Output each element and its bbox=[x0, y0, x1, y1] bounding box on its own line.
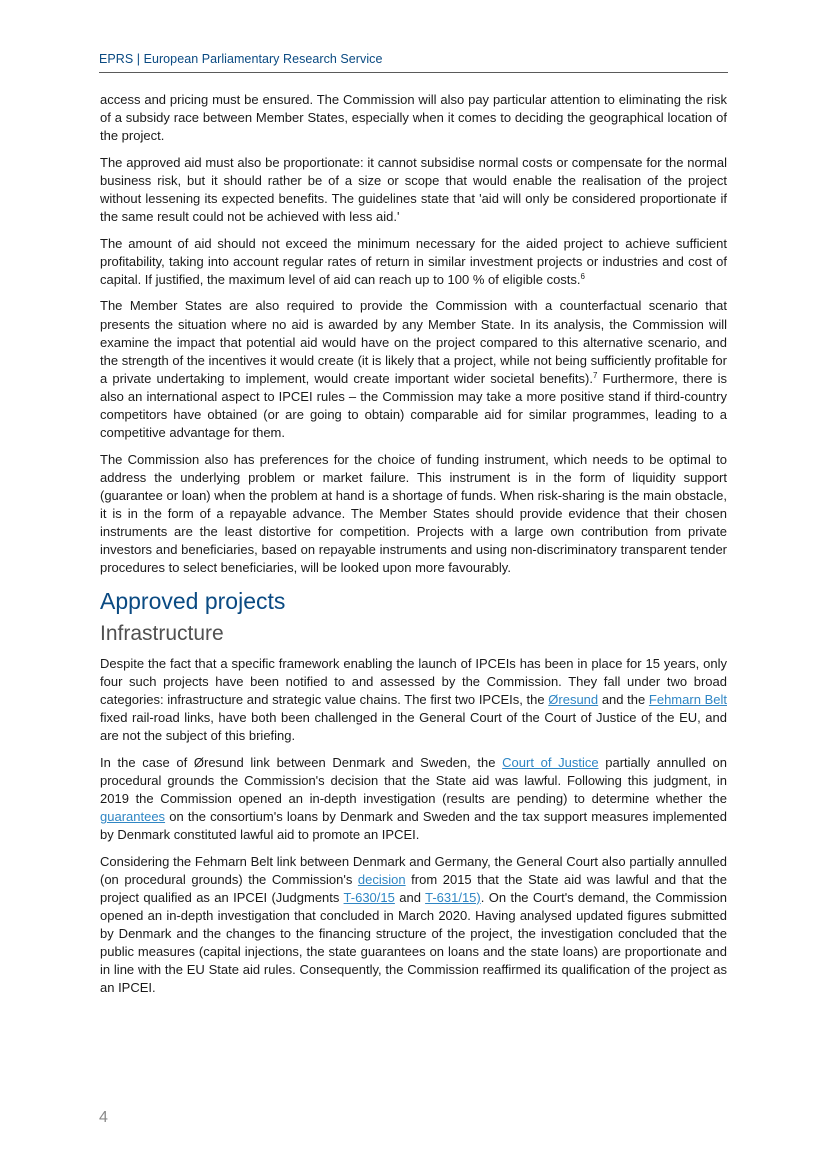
paragraph-text: Despite the fact that a specific framework enabling the launch of IPCEIs has been in place for 15 years, only four such projects have been notified to and assessed by the Commission. They fall under two broad categories: infrastructure and strategic value chains. The first two IPCEIs, the bbox=[100, 655, 727, 708]
paragraph bbox=[100, 91, 727, 145]
footnote-marker[interactable]: 7 bbox=[592, 370, 598, 380]
paragraph-text: The Member States are also required to provide the Commission with a counterfactual scenario that presents the situation where no aid is awarded by any Member State. In its analysis, the Commission will examine the impact that potential aid would have on the project compared to this alternative scenario, and the strength of the incentives it would create (it is likely that a project, while not being sufficiently profitable for a private undertaking to implement, would create important wider societal benefits). bbox=[100, 298, 727, 386]
paragraph bbox=[100, 154, 727, 226]
oresund-link[interactable]: Øresund bbox=[548, 692, 599, 708]
paragraph bbox=[100, 655, 727, 745]
page-number: 4 bbox=[99, 1109, 108, 1126]
footnote-marker[interactable]: 6 bbox=[580, 271, 585, 281]
paragraph-text: Considering the Fehmarn Belt link between Denmark and Germany, the General Court also partially annulled (on procedural grounds) the Commission's bbox=[100, 853, 727, 887]
paragraph-text: The approved aid must also be proportionate: it cannot subsidise normal costs or compensate for the normal business risk, but it should rather be of a size or scope that would enable the realisation of the project without lessening its expected benefits. The guidelines state that 'aid will only be considered proportionate if the same result could not be achieved with less aid.' bbox=[100, 154, 727, 225]
paragraph bbox=[100, 853, 727, 998]
document-body bbox=[100, 91, 727, 1006]
paragraph-text: on the consortium's loans by Denmark and Sweden and the tax support measures implemented by Denmark constituted lawful aid to promote an IPCEI. bbox=[100, 809, 727, 843]
guarantees-link[interactable]: guarantees bbox=[100, 809, 166, 825]
paragraph bbox=[100, 451, 727, 578]
paragraph-text: and bbox=[394, 889, 426, 905]
subsection-heading: Infrastructure bbox=[100, 621, 224, 645]
header-text: EPRS | European Parliamentary Research Service bbox=[99, 52, 383, 66]
paragraph-text: In the case of Øresund link between Denmark and Sweden, the bbox=[100, 754, 503, 770]
running-header bbox=[99, 50, 728, 73]
decision-link[interactable]: decision bbox=[357, 871, 406, 887]
paragraph-text: partially annulled on procedural grounds the Commission's decision that the State aid was lawful. Following this judgment, in 2019 the Commission opened an in-depth investigation (results are pending) to determine whether the bbox=[100, 754, 727, 806]
judgment-t631-link[interactable]: T-631/15) bbox=[425, 889, 481, 905]
section-heading: Approved projects bbox=[100, 587, 286, 614]
paragraph-text: access and pricing must be ensured. The Commission will also pay particular attention to eliminating the risk of a subsidy race between Member States, especially when it comes to deciding the geographical location of the project. bbox=[100, 92, 727, 144]
court-of-justice-link[interactable]: Court of Justice bbox=[502, 754, 599, 770]
paragraph bbox=[100, 235, 727, 289]
judgment-t630-link[interactable]: T-630/15 bbox=[343, 889, 395, 905]
paragraph-text: The Commission also has preferences for the choice of funding instrument, which needs to be optimal to address the underlying problem or market failure. This instrument is in the form of liquidity support (guarantee or loan) when the problem at hand is a shortage of funds. When risk-sharing is the main obstacle, it is in the form of a repayable advance. The Member States should provide evidence that their chosen instruments are the least distortive for competition. Projects with a large own contribution from private investors and beneficiaries, based on repayable instruments and using non-discriminatory transparent tender procedures to select beneficiaries, will be looked upon more favourably. bbox=[100, 451, 727, 576]
paragraph bbox=[100, 297, 727, 442]
paragraph-text: from 2015 that the State aid was lawful and that the project qualified as an IPCEI (Judgments bbox=[100, 871, 727, 905]
paragraph-text: Furthermore, there is also an international aspect to IPCEI rules – the Commission may take a more positive stand if third-country competitors have obtained (or are going to obtain) comparable aid for similar programmes, leading to a competitive advantage for them. bbox=[100, 370, 727, 441]
paragraph-text: and the bbox=[598, 692, 649, 708]
paragraph-text: The amount of aid should not exceed the minimum necessary for the aided project to achieve sufficient profitability, taking into account regular rates of return in similar investment projects or industries and cost of capital. If justified, the maximum level of aid can reach up to 100 % of eligible costs. bbox=[100, 235, 727, 287]
paragraph bbox=[100, 754, 727, 844]
fehmarn-belt-link[interactable]: Fehmarn Belt bbox=[648, 692, 727, 708]
paragraph-text: . On the Court's demand, the Commission opened an in-depth investigation that concluded in March 2020. Having analysed updated figures submitted by Denmark and the changes to the financing structure of the project, the investigation concluded that the public measures (capital injections, the state guarantees on loans and the state loans) are proportionate and in line with the EU State aid rules. Consequently, the Commission reaffirmed its qualification of the project as an IPCEI. bbox=[100, 889, 727, 996]
paragraph-text: fixed rail-road links, have both been challenged in the General Court of the Court of Justice of the EU, and are not the subject of this briefing. bbox=[100, 710, 727, 744]
